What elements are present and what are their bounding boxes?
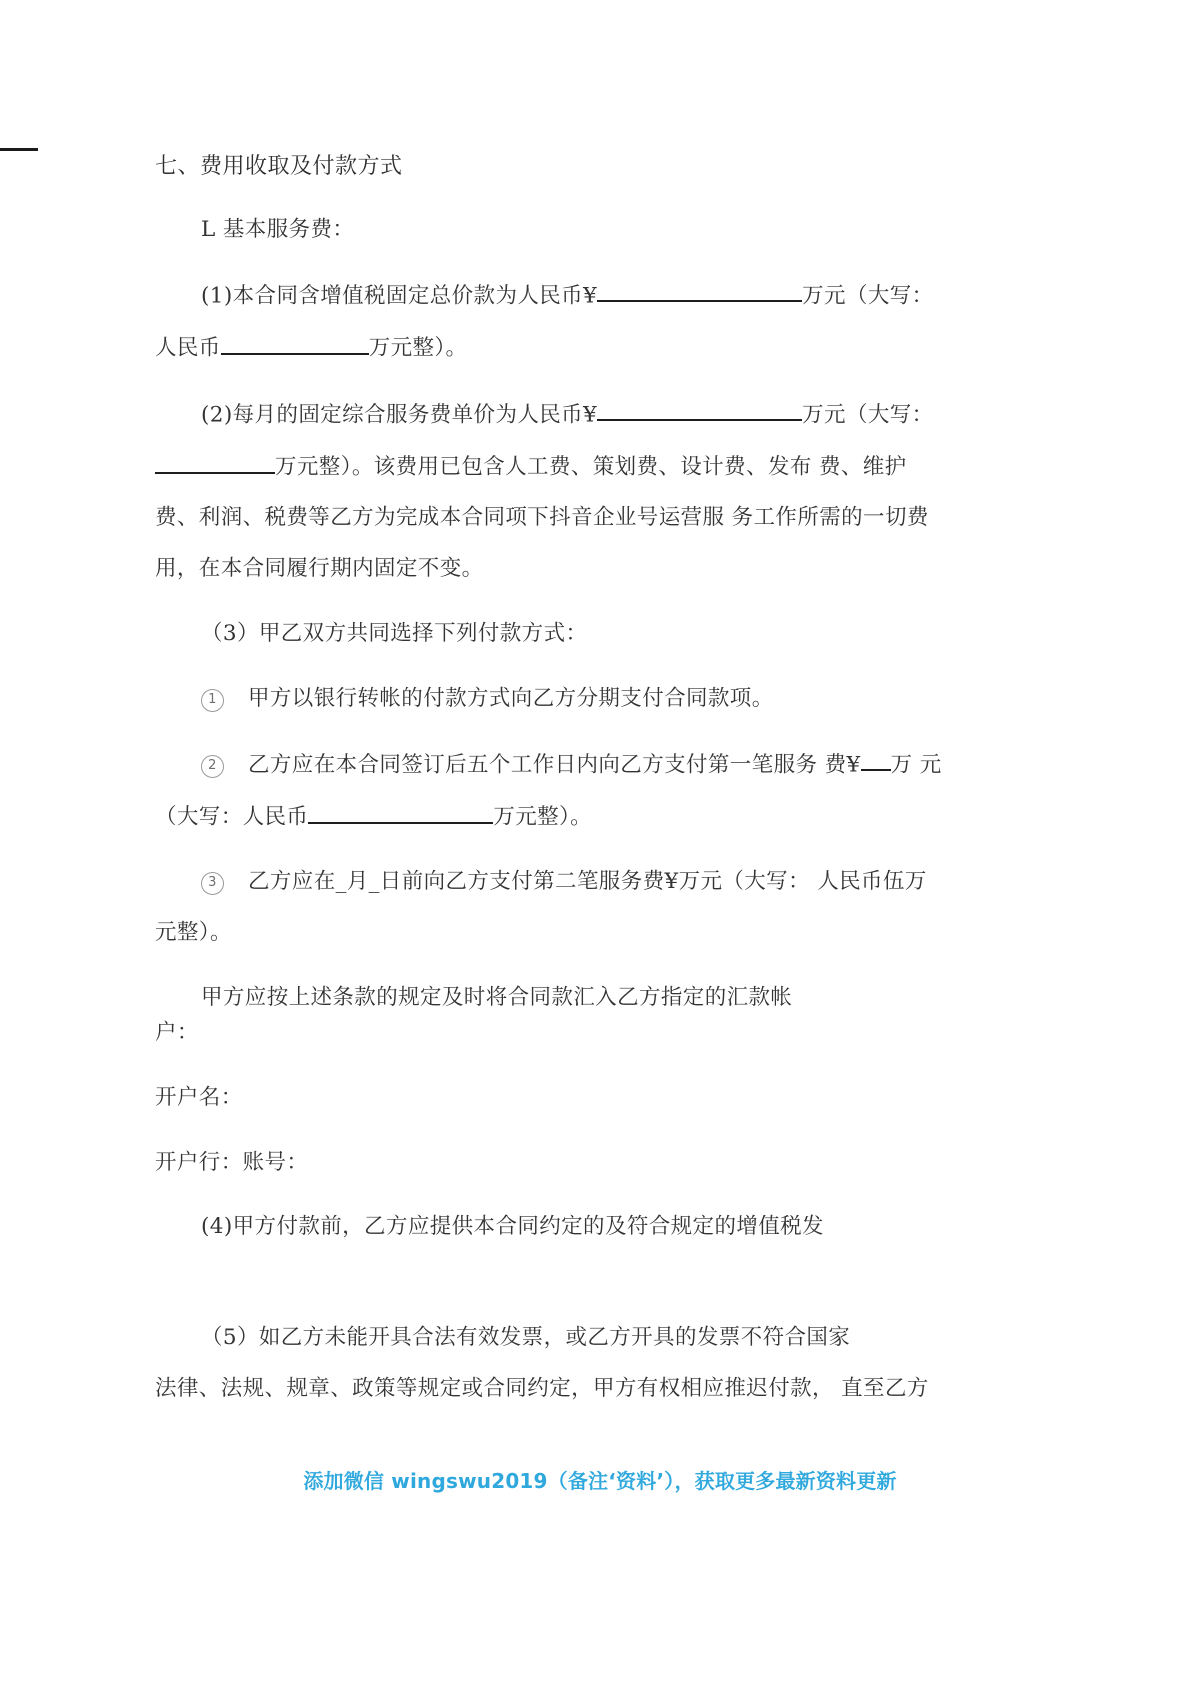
clause-3-intro: （3）甲乙双方共同选择下列付款方式： [201,621,588,647]
payment-item-1-text: 甲方以银行转帐的付款方式向乙方分期支付合同款项。 [248,685,774,711]
payment-item-2-text-before: 乙方应在本合同签订后五个工作日内向乙方支付第一笔服务 费¥ [248,752,861,778]
payment-item-2-words-blank[interactable] [308,799,493,824]
promo-footer: 添加微信 wingswu2019（备注‘资料’），获取更多最新资料更新 [303,1469,897,1493]
section-heading: 七、费用收取及付款方式 [155,154,403,179]
remittance-line-2: 户： [155,1019,199,1045]
clause-4: (4)甲方付款前，乙方应提供本合同约定的及符合规定的增值税发 [201,1214,824,1240]
clause-1-line-1 [155,278,995,314]
clause-1-amount-blank[interactable] [597,278,802,303]
clause-2-line2-suffix: 万元整）。该费用已包含人工费、策划费、设计费、发布 费、维护 [275,454,907,480]
remittance-line-1: 甲方应按上述条款的规定及时将合同款汇入乙方指定的汇款帐 [201,985,793,1011]
clause-2-line-4: 用，在本合同履行期内固定不变。 [155,556,484,582]
payment-item-2-line2-prefix: （大写：人民币 [155,804,309,830]
payment-item-3-line-2: 元整）。 [155,920,232,946]
payment-item-1 [155,682,995,717]
clause-2-prefix: (2)每月的固定综合服务费单价为人民币¥ [201,402,598,428]
payment-item-2 [155,747,995,783]
clause-5-line-2: 法律、法规、规章、政策等规定或合同约定，甲方有权相应推迟付款， 直至乙方 [155,1376,929,1402]
payment-item-3 [155,865,995,900]
clause-1-line2-suffix: 万元整）。 [368,335,468,361]
clause-2-amount-blank[interactable] [597,397,802,422]
bank-account-label: 开户行：账号： [155,1149,309,1175]
payment-item-2-text-after: 万 元 [890,752,942,778]
clause-1-line-2 [155,330,995,366]
payment-item-2-line-2 [155,799,995,835]
circled-number-1: 1 [201,689,224,712]
payment-item-2-line2-suffix: 万元整）。 [493,804,593,830]
account-name-label: 开户名： [155,1084,243,1110]
payment-item-2-amount-blank[interactable] [861,747,891,772]
document-body [155,150,995,1407]
subsection-label: L 基本服务费： [201,217,355,242]
clause-2-after-blank: 万元（大写： [802,402,934,428]
clause-5-line-1: （5）如乙方未能开具合法有效发票，或乙方开具的发票不符合国家 [201,1325,851,1351]
clause-1-prefix: (1)本合同含增值税固定总价款为人民币¥ [201,283,598,309]
clause-2-line-1 [155,397,995,433]
clause-2-line-2 [155,449,995,485]
clause-1-line2-prefix: 人民币 [155,335,221,361]
clause-2-line-3: 费、利润、税费等乙方为完成本合同项下抖音企业号运营服 务工作所需的一切费 [155,505,929,531]
circled-number-2: 2 [201,755,224,778]
page-edge-mark [0,148,38,151]
clause-2-words-blank[interactable] [155,449,275,474]
circled-number-3: 3 [201,872,224,895]
clause-1-after-blank: 万元（大写： [802,283,934,309]
clause-1-words-blank[interactable] [221,330,369,355]
payment-item-3-text: 乙方应在_月_日前向乙方支付第二笔服务费¥万元（大写： 人民币伍万 [248,869,927,895]
